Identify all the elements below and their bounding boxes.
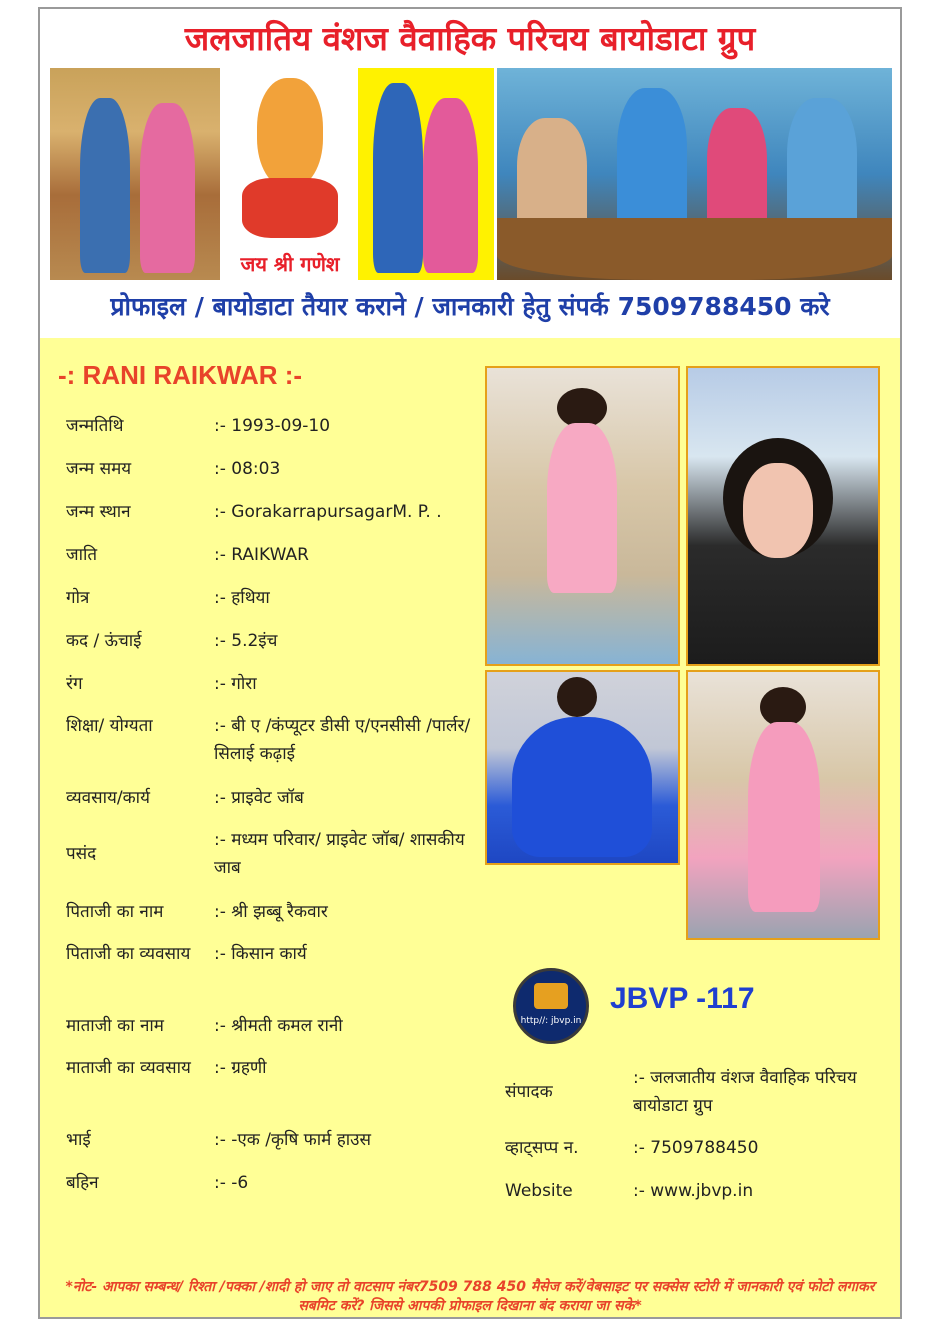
- field-label: माताजी का नाम: [66, 1016, 164, 1036]
- field-label: जन्म समय: [66, 459, 132, 479]
- editor-label: Website: [505, 1181, 573, 1201]
- profile-field-row: [66, 1169, 486, 1197]
- contact-line: प्रोफाइल / बायोडाटा तैयार कराने / जानकारी हेतु संपर्क 7509788450 करे: [110, 292, 830, 321]
- field-value: :- RAIKWAR: [214, 545, 309, 565]
- group-title: जलजातिय वंशज वैवाहिक परिचय बायोडाटा ग्रुप: [184, 19, 756, 58]
- footer-note: *नोट- आपका सम्बन्ध/ रिश्ता /पक्का /शादी हो जाए तो वाटसाप नंबर7509 788 450 मैसेज करें/वेबसाइट पर सक्सेस स्टोरी में जानकारी एवं फोटो लगाकर सबमिट करें? जिससे आपकी प्रोफाइल दिखाना बंद कराया जा सके*: [65, 1279, 875, 1314]
- editor-label: संपादक: [505, 1082, 553, 1102]
- profile-field-row: [66, 1126, 486, 1154]
- field-label: भाई: [66, 1130, 91, 1150]
- editor-field-row: [505, 1177, 885, 1205]
- rama-sita-image-2: [358, 68, 494, 280]
- profile-field-row: [66, 412, 486, 440]
- jai-ganesh-text: जय श्री गणेश: [240, 252, 340, 276]
- editor-field-row: [505, 1134, 885, 1162]
- field-value: :- 1993-09-10: [214, 416, 331, 436]
- profile-photo-2: [686, 366, 880, 666]
- field-label: माताजी का व्यवसाय: [66, 1058, 191, 1078]
- profile-field-row: [66, 784, 486, 812]
- field-value: :- हथिया: [214, 588, 270, 608]
- field-label: रंग: [66, 674, 83, 694]
- field-label: व्यवसाय/कार्य: [66, 788, 150, 808]
- editor-field-row: [505, 1064, 885, 1120]
- profile-photo-4: [686, 670, 880, 940]
- profile-field-row: [66, 826, 486, 882]
- field-value: :- किसान कार्य: [214, 944, 307, 964]
- field-label: गोत्र: [66, 588, 90, 608]
- field-value: :- मध्यम परिवार/ प्राइवेट जॉब/ शासकीय जाब: [214, 830, 465, 878]
- field-label: पिताजी का व्यवसाय: [66, 944, 191, 964]
- profile-field-row: [66, 670, 486, 698]
- editor-value: :- जलजातीय वंशज वैवाहिक परिचय बायोडाटा ग्रुप: [633, 1068, 857, 1116]
- field-label: कद / ऊंचाई: [66, 631, 142, 651]
- editor-label: व्हाट्सप्प न.: [505, 1138, 579, 1158]
- field-value: :- -6: [214, 1173, 249, 1193]
- field-label: जाति: [66, 545, 98, 565]
- field-value: :- गोरा: [214, 674, 257, 694]
- editor-value: :- www.jbvp.in: [633, 1181, 754, 1201]
- editor-value: :- 7509788450: [633, 1138, 759, 1158]
- profile-field-row: [66, 455, 486, 483]
- ganesh-image: [222, 68, 358, 280]
- profile-field-row: [66, 627, 486, 655]
- profile-field-row: [66, 1054, 486, 1110]
- profile-photo-3: [485, 670, 680, 865]
- field-label: पिताजी का नाम: [66, 902, 164, 922]
- banner-images: [50, 68, 892, 280]
- profile-name: -: RANI RAIKWAR :-: [58, 360, 303, 390]
- profile-field-row: [66, 541, 486, 569]
- field-value: :- श्री झब्बू रैकवार: [214, 902, 328, 922]
- field-value: :- प्राइवेट जॉब: [214, 788, 304, 808]
- field-value: :- -एक /कृषि फार्म हाउस: [214, 1130, 371, 1150]
- logo-url-text: http//: jbvp.in: [520, 1016, 582, 1026]
- profile-field-row: [66, 940, 486, 996]
- field-value: :- बी ए /कंप्यूटर डीसी ए/एनसीसी /पार्लर/सिलाई कढ़ाई: [214, 716, 471, 764]
- profile-field-row: [66, 498, 486, 526]
- biodata-id: JBVP -117: [610, 982, 755, 1015]
- profile-field-row: [66, 898, 486, 926]
- field-label: जन्मतिथि: [66, 416, 124, 436]
- profile-photo-1: [485, 366, 680, 666]
- profile-field-row: [66, 584, 486, 612]
- rama-sita-image: [50, 68, 220, 280]
- field-value: :- ग्रहणी: [214, 1058, 267, 1078]
- field-label: बहिन: [66, 1173, 99, 1193]
- jbvp-logo: [513, 968, 589, 1044]
- boat-painting-image: [497, 68, 892, 280]
- field-label: शिक्षा/ योग्यता: [66, 716, 153, 736]
- profile-field-row: [66, 712, 486, 768]
- field-label: पसंद: [66, 844, 97, 864]
- profile-field-row: [66, 1012, 486, 1040]
- field-label: जन्म स्थान: [66, 502, 131, 522]
- field-value: :- GorakarrapursagarM. P. .: [214, 502, 442, 522]
- field-value: :- श्रीमती कमल रानी: [214, 1016, 343, 1036]
- field-value: :- 5.2इंच: [214, 631, 278, 651]
- field-value: :- 08:03: [214, 459, 281, 479]
